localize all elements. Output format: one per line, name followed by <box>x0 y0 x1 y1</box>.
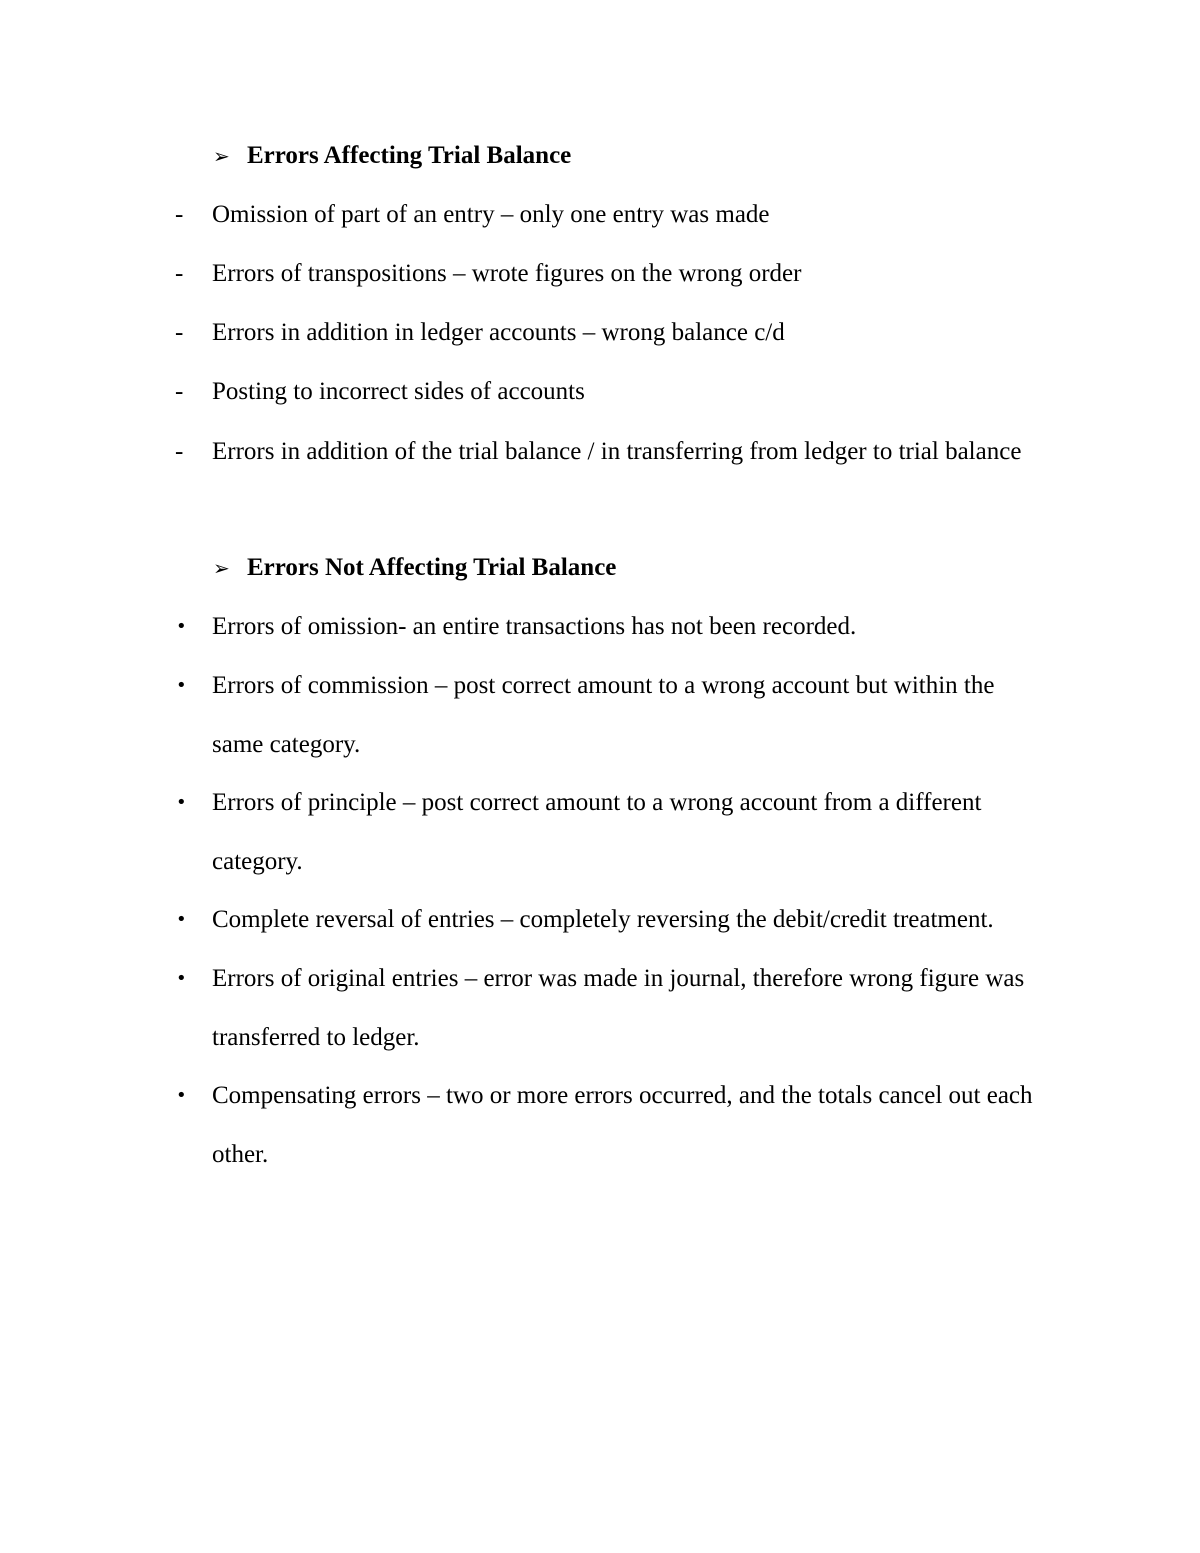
list-item-text: Errors of transpositions – wrote figures on the wrong order <box>212 260 802 287</box>
list-item-text: Errors in addition of the trial balance / in transferring from ledger to trial balance <box>212 438 1022 465</box>
list-item-text: Errors of original entries – error was made in journal, therefore wrong figure was <box>212 965 1025 992</box>
bullet-marker: • <box>176 792 187 813</box>
dash-marker: - <box>175 319 184 346</box>
dash-marker: - <box>175 201 184 228</box>
section-heading-affecting <box>213 141 571 171</box>
list-item-text: Errors in addition in ledger accounts – wrong balance c/d <box>212 319 785 346</box>
list-item-text-continued: other. <box>212 1141 269 1168</box>
section-title: Errors Affecting Trial Balance <box>247 142 572 169</box>
dash-marker: - <box>175 438 184 465</box>
list-item-text-continued: same category. <box>212 731 361 758</box>
dash-marker: - <box>175 260 184 287</box>
list-item-text: Omission of part of an entry – only one entry was made <box>212 201 770 228</box>
list-item-text: Errors of principle – post correct amount to a wrong account from a different <box>212 789 982 816</box>
section-heading-not-affecting <box>213 553 616 583</box>
list-item-text-continued: category. <box>212 848 303 875</box>
list-item-text: Errors of commission – post correct amount to a wrong account but within the <box>212 672 995 699</box>
bullet-marker: • <box>176 968 187 989</box>
bullet-marker: • <box>176 909 187 930</box>
arrow-bullet-icon: ➢ <box>213 144 230 168</box>
dash-marker: - <box>175 378 184 405</box>
bullet-marker: • <box>176 675 187 696</box>
list-item-text-continued: transferred to ledger. <box>212 1024 420 1051</box>
list-item-text: Posting to incorrect sides of accounts <box>212 378 585 405</box>
bullet-marker: • <box>176 1085 187 1106</box>
list-item-text: Complete reversal of entries – completely reversing the debit/credit treatment. <box>212 906 994 933</box>
arrow-bullet-icon: ➢ <box>213 556 230 580</box>
section-title: Errors Not Affecting Trial Balance <box>247 554 617 581</box>
list-item-text: Errors of omission- an entire transactions has not been recorded. <box>212 613 857 640</box>
bullet-marker: • <box>176 616 187 637</box>
list-item-text: Compensating errors – two or more errors occurred, and the totals cancel out each <box>212 1082 1033 1109</box>
